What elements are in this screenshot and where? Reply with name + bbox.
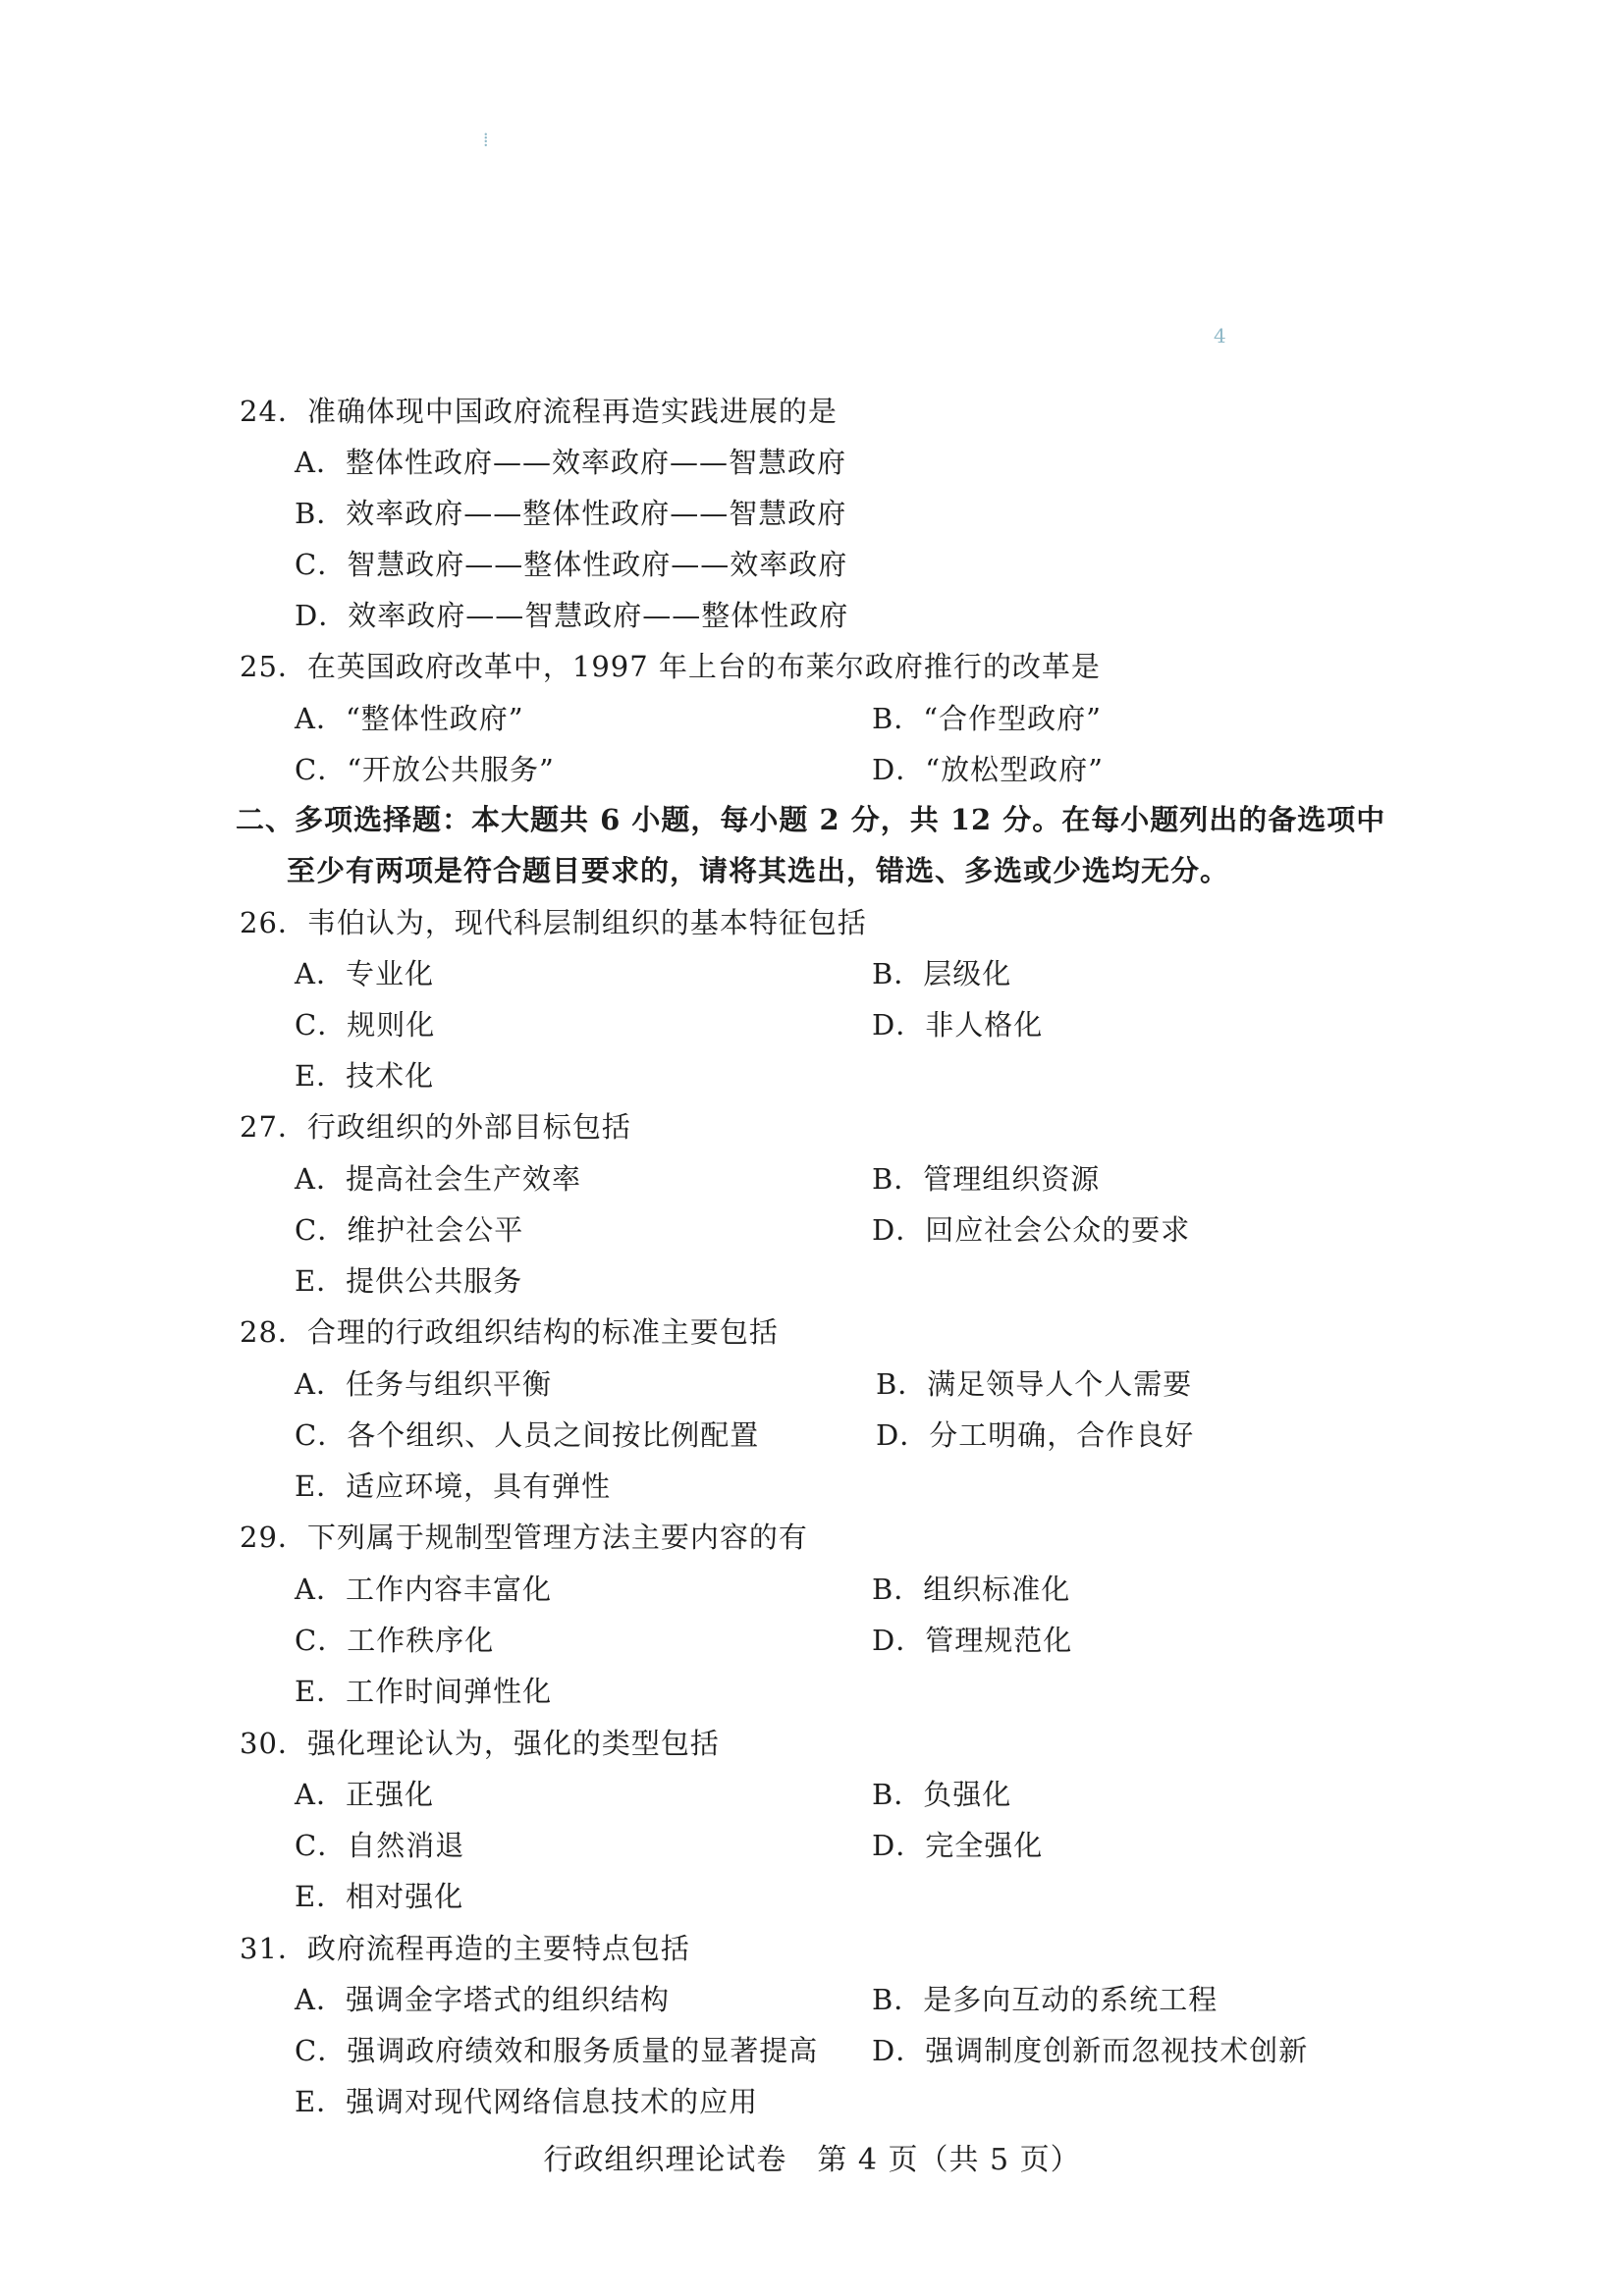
- section-2-heading: 二、多项选择题：本大题共 6 小题，每小题 2 分，共 12 分。在每小题列出的备选项中: [236, 803, 1386, 836]
- question-29-option-a: A．工作内容丰富化: [295, 1573, 552, 1606]
- question-27-option-b: B．管理组织资源: [872, 1162, 1101, 1196]
- section-2-instructions: 至少有两项是符合题目要求的，请将其选出，错选、多选或少选均无分。: [287, 854, 1230, 887]
- question-27-option-d: D．回应社会公众的要求: [872, 1213, 1191, 1247]
- question-28-option-d: D．分工明确，合作良好: [876, 1418, 1195, 1452]
- question-31-option-e: E．强调对现代网络信息技术的应用: [295, 2085, 759, 2118]
- question-26-stem: 26．韦伯认为，现代科层制组织的基本特征包括: [240, 906, 867, 939]
- question-26-option-d: D．非人格化: [872, 1008, 1044, 1041]
- question-28-option-b: B．满足领导人个人需要: [876, 1367, 1193, 1401]
- scan-page-mark: 4: [1214, 324, 1226, 347]
- question-24-option-c: C．智慧政府——整体性政府——效率政府: [295, 548, 848, 581]
- question-26-option-c: C．规则化: [295, 1008, 436, 1041]
- question-27-option-e: E．提供公共服务: [295, 1264, 523, 1298]
- question-25-option-a: A．“整体性政府”: [295, 702, 524, 735]
- question-27-stem: 27．行政组织的外部目标包括: [240, 1110, 631, 1144]
- question-29-option-c: C．工作秩序化: [295, 1624, 495, 1657]
- question-29-option-d: D．管理规范化: [872, 1624, 1073, 1657]
- question-25-option-d: D．“放松型政府”: [872, 753, 1104, 786]
- question-30-option-e: E．相对强化: [295, 1880, 464, 1913]
- question-24-stem: 24．准确体现中国政府流程再造实践进展的是: [240, 395, 838, 428]
- question-30-option-a: A．正强化: [295, 1778, 434, 1811]
- question-29-stem: 29．下列属于规制型管理方法主要内容的有: [240, 1521, 808, 1554]
- question-31-stem: 31．政府流程再造的主要特点包括: [240, 1932, 690, 1965]
- question-26-option-a: A．专业化: [295, 957, 434, 990]
- question-25-stem: 25．在英国政府改革中，1997 年上台的布莱尔政府推行的改革是: [240, 650, 1101, 683]
- question-24-option-a: A．整体性政府——效率政府——智慧政府: [295, 446, 846, 479]
- page-footer: 行政组织理论试卷 第 4 页（共 5 页）: [543, 2143, 1081, 2177]
- question-28-option-a: A．任务与组织平衡: [295, 1367, 552, 1401]
- question-29-option-b: B．组织标准化: [872, 1573, 1071, 1606]
- question-31-option-a: A．强调金字塔式的组织结构: [295, 1983, 670, 2016]
- question-31-option-d: D．强调制度创新而忽视技术创新: [872, 2034, 1309, 2067]
- question-26-option-e: E．技术化: [295, 1059, 435, 1093]
- question-31-option-c: C．强调政府绩效和服务质量的显著提高: [295, 2034, 819, 2067]
- question-27-option-a: A．提高社会生产效率: [295, 1162, 581, 1196]
- question-30-option-c: C．自然消退: [295, 1829, 465, 1862]
- scan-artifact: ⁞: [483, 128, 489, 151]
- question-30-option-b: B．负强化: [872, 1778, 1012, 1811]
- question-28-option-c: C．各个组织、人员之间按比例配置: [295, 1418, 760, 1452]
- question-25-option-c: C．“开放公共服务”: [295, 753, 555, 786]
- question-31-option-b: B．是多向互动的系统工程: [872, 1983, 1218, 2016]
- question-28-option-e: E．适应环境，具有弹性: [295, 1469, 612, 1503]
- question-30-stem: 30．强化理论认为，强化的类型包括: [240, 1727, 720, 1760]
- question-30-option-d: D．完全强化: [872, 1829, 1044, 1862]
- question-25-option-b: B．“合作型政府”: [872, 702, 1102, 735]
- question-26-option-b: B．层级化: [872, 957, 1012, 990]
- question-28-stem: 28．合理的行政组织结构的标准主要包括: [240, 1315, 779, 1349]
- question-24-option-b: B．效率政府——整体性政府——智慧政府: [295, 497, 847, 530]
- question-29-option-e: E．工作时间弹性化: [295, 1675, 553, 1708]
- question-27-option-c: C．维护社会公平: [295, 1213, 524, 1247]
- question-24-option-d: D．效率政府——智慧政府——整体性政府: [295, 599, 849, 632]
